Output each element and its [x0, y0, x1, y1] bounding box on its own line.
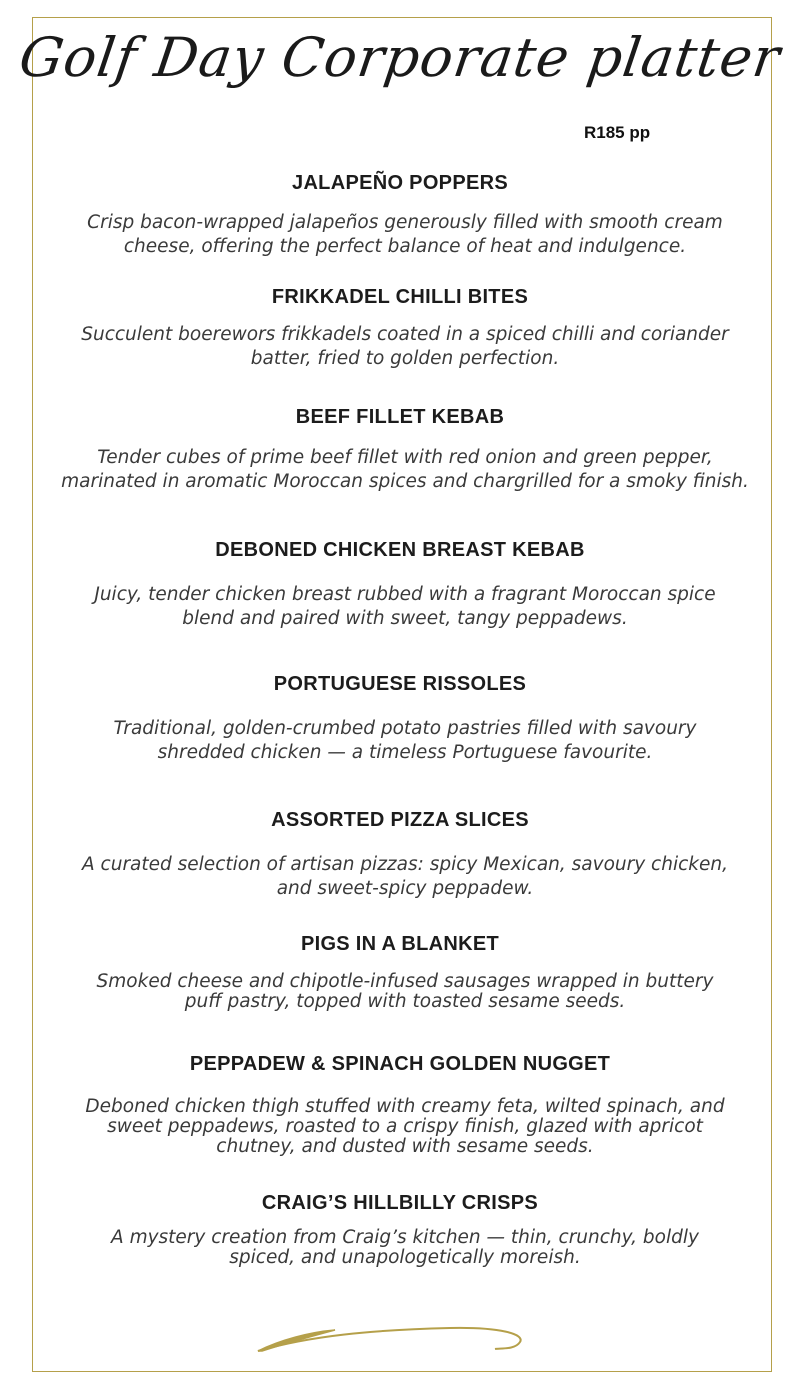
item-description-line: cheese, offering the perfect balance of heat and indulgence.: [123, 236, 687, 257]
item-description: [50, 446, 760, 494]
item-description-line: blend and paired with sweet, tangy peppadews.: [182, 608, 628, 629]
item-description-line: batter, fried to golden perfection.: [250, 348, 560, 369]
item-name-deboned-chicken-breast-kebab: DEBONED CHICKEN BREAST KEBAB: [215, 539, 585, 561]
item-description: [50, 583, 760, 631]
item-description-line: marinated in aromatic Moroccan spices and chargrilled for a smoky finish.: [61, 471, 749, 492]
item-name-frikkadel-chilli-bites: FRIKKADEL CHILLI BITES: [271, 286, 529, 308]
menu-title: Golf Day Corporate platter: [15, 26, 785, 89]
item-name-beef-fillet-kebab: BEEF FILLET KEBAB: [295, 406, 505, 428]
item-name-assorted-pizza-slices: ASSORTED PIZZA SLICES: [271, 809, 529, 831]
item-name-craigs-hillbilly-crisps: CRAIG’S HILLBILLY CRISPS: [261, 1192, 539, 1214]
item-description-line: sweet peppadews, roasted to a crispy finish, glazed with apricot: [107, 1116, 703, 1137]
item-name-pigs-in-a-blanket: PIGS IN A BLANKET: [300, 933, 500, 955]
item-description: [50, 717, 760, 765]
item-description-line: Smoked cheese and chipotle-infused sausages wrapped in buttery: [96, 971, 714, 992]
item-description: [50, 972, 760, 1012]
item-description-line: Traditional, golden-crumbed potato pastries filled with savoury: [113, 718, 697, 739]
item-description-line: chutney, and dusted with sesame seeds.: [216, 1136, 594, 1157]
item-description-line: A mystery creation from Craig’s kitchen — thin, crunchy, boldly: [111, 1227, 699, 1248]
item-description-line: Juicy, tender chicken breast rubbed with a fragrant Moroccan spice: [94, 584, 716, 605]
item-description-line: Crisp bacon-wrapped jalapeños generously filled with smooth cream: [87, 212, 723, 233]
item-description-line: Deboned chicken thigh stuffed with creamy feta, wilted spinach, and: [85, 1096, 725, 1117]
decorative-swoosh-icon: [250, 1318, 530, 1358]
item-name-portuguese-rissoles: PORTUGUESE RISSOLES: [273, 673, 527, 695]
item-description-line: puff pastry, topped with toasted sesame seeds.: [184, 991, 626, 1012]
item-name-peppadew-spinach-golden-nugget: PEPPADEW & SPINACH GOLDEN NUGGET: [189, 1053, 611, 1075]
item-description: [50, 1228, 760, 1268]
item-description: [50, 211, 760, 259]
item-description: [50, 853, 760, 901]
price-per-person: R185 pp: [584, 123, 651, 142]
item-description-line: Succulent boerewors frikkadels coated in a spiced chilli and coriander: [81, 324, 729, 345]
item-description-line: A curated selection of artisan pizzas: spicy Mexican, savoury chicken,: [82, 854, 728, 875]
item-description-line: and sweet-spicy peppadew.: [276, 878, 534, 899]
item-description-line: shredded chicken — a timeless Portuguese favourite.: [157, 742, 653, 763]
item-description-line: spiced, and unapologetically moreish.: [229, 1247, 581, 1268]
item-description: [50, 1097, 760, 1157]
item-name-jalapeno-poppers: JALAPEÑO POPPERS: [292, 172, 508, 194]
item-description-line: Tender cubes of prime beef fillet with red onion and green pepper,: [97, 447, 713, 468]
item-description: [50, 323, 760, 371]
